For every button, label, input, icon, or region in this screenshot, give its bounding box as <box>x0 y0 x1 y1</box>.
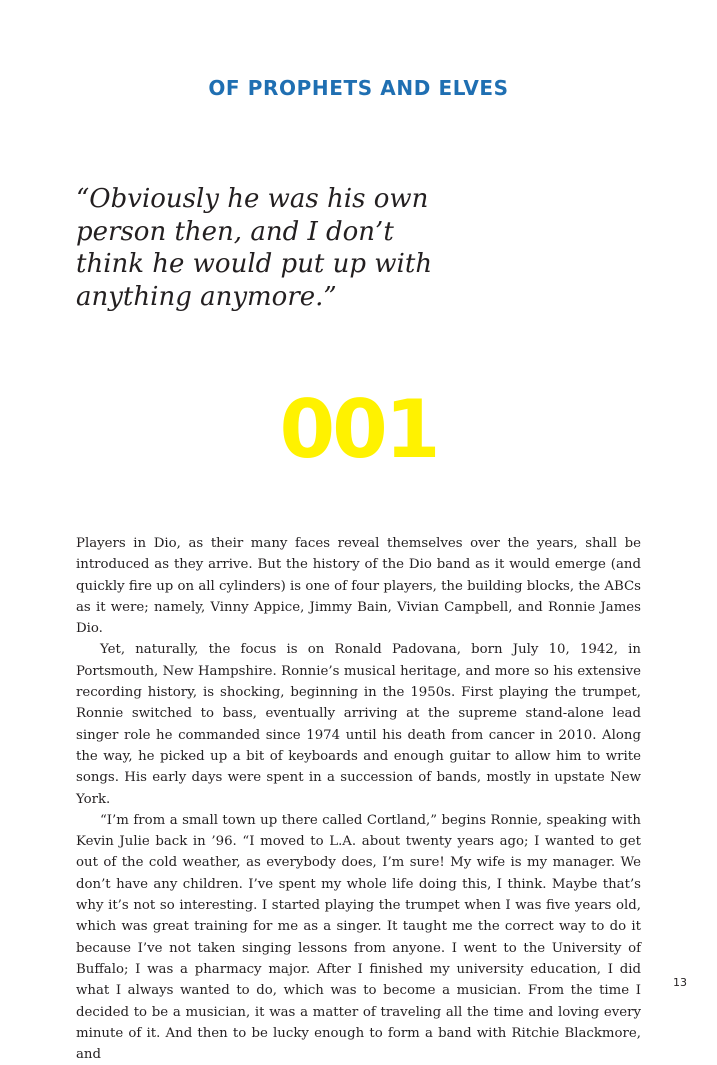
page-number: 13 <box>673 976 687 989</box>
body-paragraph: Players in Dio, as their many faces reveal themselves over the years, shall be introduced as they arrive. But the history of the Dio band as it would emerge (and quickly fire up on all cylinders) is one of four players, the building blocks, the ABCs as it were; namely, Vinny Appice, Jimmy Bain, Vivian Campbell, and Ronnie James Dio. <box>76 536 641 637</box>
pull-quote: “Obviously he was his own person then, and I don’t think he would put up with anything anymore.” <box>76 184 433 312</box>
body-text <box>76 533 641 1065</box>
chapter-title: OF PROPHETS AND ELVES <box>208 76 509 100</box>
body-paragraph: “I’m from a small town up there called Cortland,” begins Ronnie, speaking with Kevin Julie back in ’96. “I moved to L.A. about twenty years ago; I wanted to get out of the cold weather, as everybody does, I’m sure! My wife is my manager. We don’t have any children. I’ve spent my whole life doing this, I think. Maybe that’s why it’s not so interesting. I started playing the trumpet when I was five years old, which was great training for me as a singer. It taught me the correct way to do it because I’ve not taken singing lessons from anyone. I went to the University of Buffalo; I was a pharmacy major. After I finished my university education, I did what I always wanted to do, which was to become a musician. From the time I decided to be a musician, it was a matter of traveling all the time and loving every minute of it. And then to be lucky enough to form a band with Ritchie Blackmore, and <box>76 812 641 1063</box>
chapter-number: 001 <box>279 383 438 476</box>
body-paragraph: Yet, naturally, the focus is on Ronald Padovana, born July 10, 1942, in Portsmouth, New Hampshire. Ronnie’s musical heritage, and more so his extensive recording history, is shocking, beginning in the 1950s. First playing the trumpet, Ronnie switched to bass, eventually arriving at the supreme stand-alone lead singer role he commanded since 1974 until his death from cancer in 2010. Along the way, he picked up a bit of keyboards and enough guitar to allow him to write songs. His early days were spent in a succession of bands, mostly in upstate New York. <box>76 642 641 807</box>
